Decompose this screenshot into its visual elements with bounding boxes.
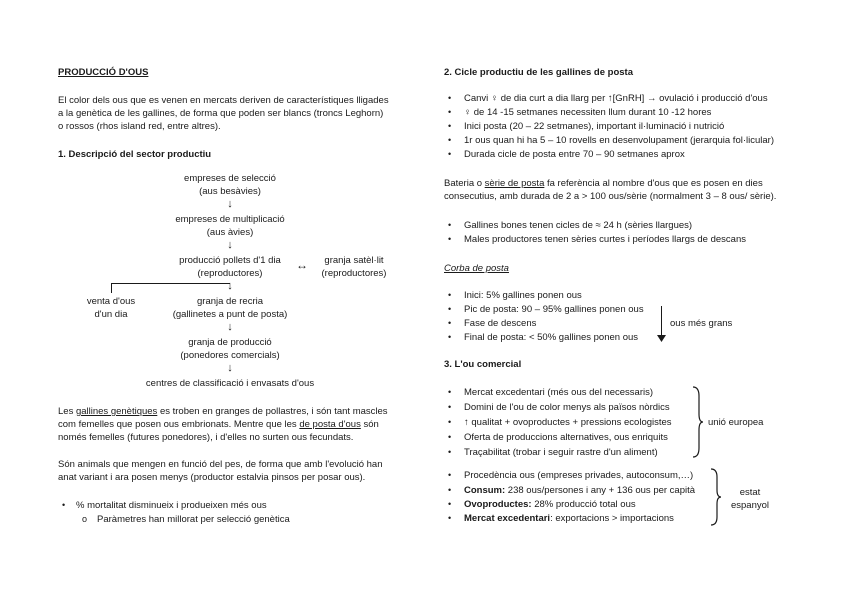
- intro-line-3: o rossos (rhos island red, entre altres).: [58, 121, 221, 132]
- bidirectional-arrow-icon: ↔: [296, 258, 308, 272]
- genetic-hens-line-3: només femelles (futures ponedores), i d'elles no surten ous fecundats.: [58, 432, 354, 443]
- down-arrow-icon: ↓: [227, 198, 233, 210]
- node-selection: empreses de selecció: [184, 173, 276, 184]
- arrowhead-icon: [657, 335, 666, 342]
- intro-line-1: El color dels ous que es venen en mercats deriven de característiques lligades: [58, 95, 389, 106]
- intro-line-2: a la genètica de les gallines, de forma que poden ser blancs (troncs Leghorn): [58, 108, 384, 119]
- spain-item: Consum: 238 ous/persones i any + 136 ous per capità: [464, 485, 696, 496]
- bullet-icon: •: [448, 432, 452, 442]
- right-brace-icon: [710, 468, 722, 526]
- curve-item: Final de posta: < 50% gallines ponen ous: [464, 332, 639, 343]
- genetic-hens-line-1: Les gallines genètiques es troben en granges de pollastres, i són tant mascles: [58, 406, 388, 417]
- section-3-heading: 3. L'ou comercial: [444, 359, 522, 370]
- down-arrow-icon: ↓: [227, 321, 233, 333]
- node-satellite-farm-sub: (reproductores): [321, 268, 387, 279]
- bullet-icon: •: [448, 234, 452, 244]
- bullet-icon: •: [448, 470, 452, 480]
- curve-item: Inici: 5% gallines ponen ous: [464, 290, 582, 301]
- node-chick-production: producció pollets d'1 dia: [179, 255, 281, 266]
- eu-item: Domini de l'ou de color menys als països nòrdics: [464, 402, 670, 413]
- down-arrow-icon: ↓: [227, 280, 233, 292]
- bullet-icon: •: [448, 387, 452, 397]
- node-egg-sale-sub: d'un dia: [94, 309, 128, 320]
- bullet-icon: •: [448, 318, 452, 328]
- bullet-icon: •: [448, 149, 452, 159]
- node-satellite-farm: granja satèl·lit: [324, 255, 384, 266]
- bullet-icon: •: [448, 332, 452, 342]
- eu-item: ↑ qualitat + ovoproductes + pressions ecologistes: [464, 417, 672, 428]
- bullet-icon: •: [448, 121, 452, 131]
- genetic-selection-sub-bullet: Paràmetres han millorat per selecció genètica: [97, 514, 290, 525]
- curve-item: Fase de descens: [464, 318, 537, 329]
- node-production-farm: granja de producció: [188, 337, 272, 348]
- bullet-icon: •: [448, 447, 452, 457]
- eu-label: unió europea: [708, 417, 764, 428]
- sub-bullet-icon: o: [82, 514, 88, 524]
- node-rearing-farm: granja de recria: [196, 296, 264, 307]
- eu-item: Traçabilitat (trobar i seguir rastre d'un aliment): [464, 447, 658, 458]
- node-selection-sub: (aus besàvies): [199, 186, 261, 197]
- spain-item: Ovoproductes: 28% producció total ous: [464, 499, 636, 510]
- spain-label-line-2: espanyol: [730, 500, 770, 511]
- bullet-icon: •: [448, 220, 452, 230]
- series-item: Gallines bones tenen cicles de ≈ 24 h (sèries llargues): [464, 220, 693, 231]
- cycle-item: Canvi ♀ de dia curt a dia llarg per ↑[GnRH] → ovulació i producció d'ous: [464, 93, 768, 104]
- bullet-icon: •: [448, 290, 452, 300]
- long-down-arrow-icon: [661, 306, 662, 338]
- node-multiplication: empreses de multiplicació: [175, 214, 285, 225]
- mortality-bullet: % mortalitat disminueix i produeixen més ous: [76, 500, 267, 511]
- node-multiplication-sub: (aus àvies): [206, 227, 254, 238]
- cycle-item: 1r ous quan hi ha 5 – 10 rovells en desenvolupament (jerarquia fol·licular): [464, 135, 774, 146]
- bullet-icon: •: [448, 485, 452, 495]
- bullet-icon: •: [448, 417, 452, 427]
- section-2-heading: 2. Cicle productiu de les gallines de posta: [444, 67, 633, 78]
- laying-curve-heading: Corba de posta: [444, 263, 509, 274]
- spain-label-line-1: estat: [739, 487, 761, 498]
- node-egg-sale: venta d'ous: [86, 296, 136, 307]
- bullet-icon: •: [448, 107, 452, 117]
- spain-item: Procedència ous (empreses privades, autoconsum,…): [464, 470, 694, 481]
- laying-series-line-2: consecutius, amb durada de 2 a > 100 ous/sèrie (normalment 3 – 8 ous/ sèrie).: [444, 191, 777, 202]
- node-classification-centres: centres de classificació i envasats d'ous: [145, 378, 315, 389]
- feeding-line-1: Són animals que mengen en funció del pes, de forma que amb l'evolució han: [58, 459, 383, 470]
- bullet-icon: •: [62, 500, 66, 510]
- bullet-icon: •: [448, 304, 452, 314]
- series-item: Males productores tenen sèries curtes i períodes llargs de descans: [464, 234, 746, 245]
- bigger-eggs-note: ous més grans: [670, 318, 733, 329]
- cycle-item: ♀ de 14 -15 setmanes necessiten llum durant 10 -12 hores: [464, 107, 712, 118]
- bullet-icon: •: [448, 135, 452, 145]
- branch-connector-left: [111, 283, 112, 293]
- cycle-item: Durada cicle de posta entre 70 – 90 setmanes aprox: [464, 149, 685, 160]
- feeding-line-2: anat variant i ara posen menys (productor estalvia pinsos per posar ous).: [58, 472, 366, 483]
- node-rearing-farm-sub: (gallinetes a punt de posta): [172, 309, 288, 320]
- eu-item: Oferta de produccions alternatives, ous enriquits: [464, 432, 668, 443]
- down-arrow-icon: ↓: [227, 239, 233, 251]
- bullet-icon: •: [448, 402, 452, 412]
- cycle-item: Inici posta (20 – 22 setmanes), important il·luminació i nutrició: [464, 121, 725, 132]
- branch-connector: [111, 283, 230, 284]
- eu-item: Mercat excedentari (més ous del necessaris): [464, 387, 654, 398]
- bullet-icon: •: [448, 499, 452, 509]
- node-production-farm-sub: (ponedores comercials): [180, 350, 280, 361]
- bullet-icon: •: [448, 513, 452, 523]
- spain-item: Mercat excedentari: exportacions > importacions: [464, 513, 674, 524]
- genetic-hens-line-2: com femelles que posen ous embrionats. Mentre que les de posta d'ous són: [58, 419, 379, 430]
- node-chick-production-sub: (reproductores): [197, 268, 263, 279]
- bullet-icon: •: [448, 93, 452, 103]
- curve-item: Pic de posta: 90 – 95% gallines ponen ous: [464, 304, 644, 315]
- right-brace-icon: [692, 386, 704, 458]
- down-arrow-icon: ↓: [227, 362, 233, 374]
- page-title: PRODUCCIÓ D'OUS: [58, 67, 149, 78]
- section-1-heading: 1. Descripció del sector productiu: [58, 149, 212, 160]
- laying-series-line-1: Bateria o sèrie de posta fa referència al nombre d'ous que es posen en dies: [444, 178, 763, 189]
